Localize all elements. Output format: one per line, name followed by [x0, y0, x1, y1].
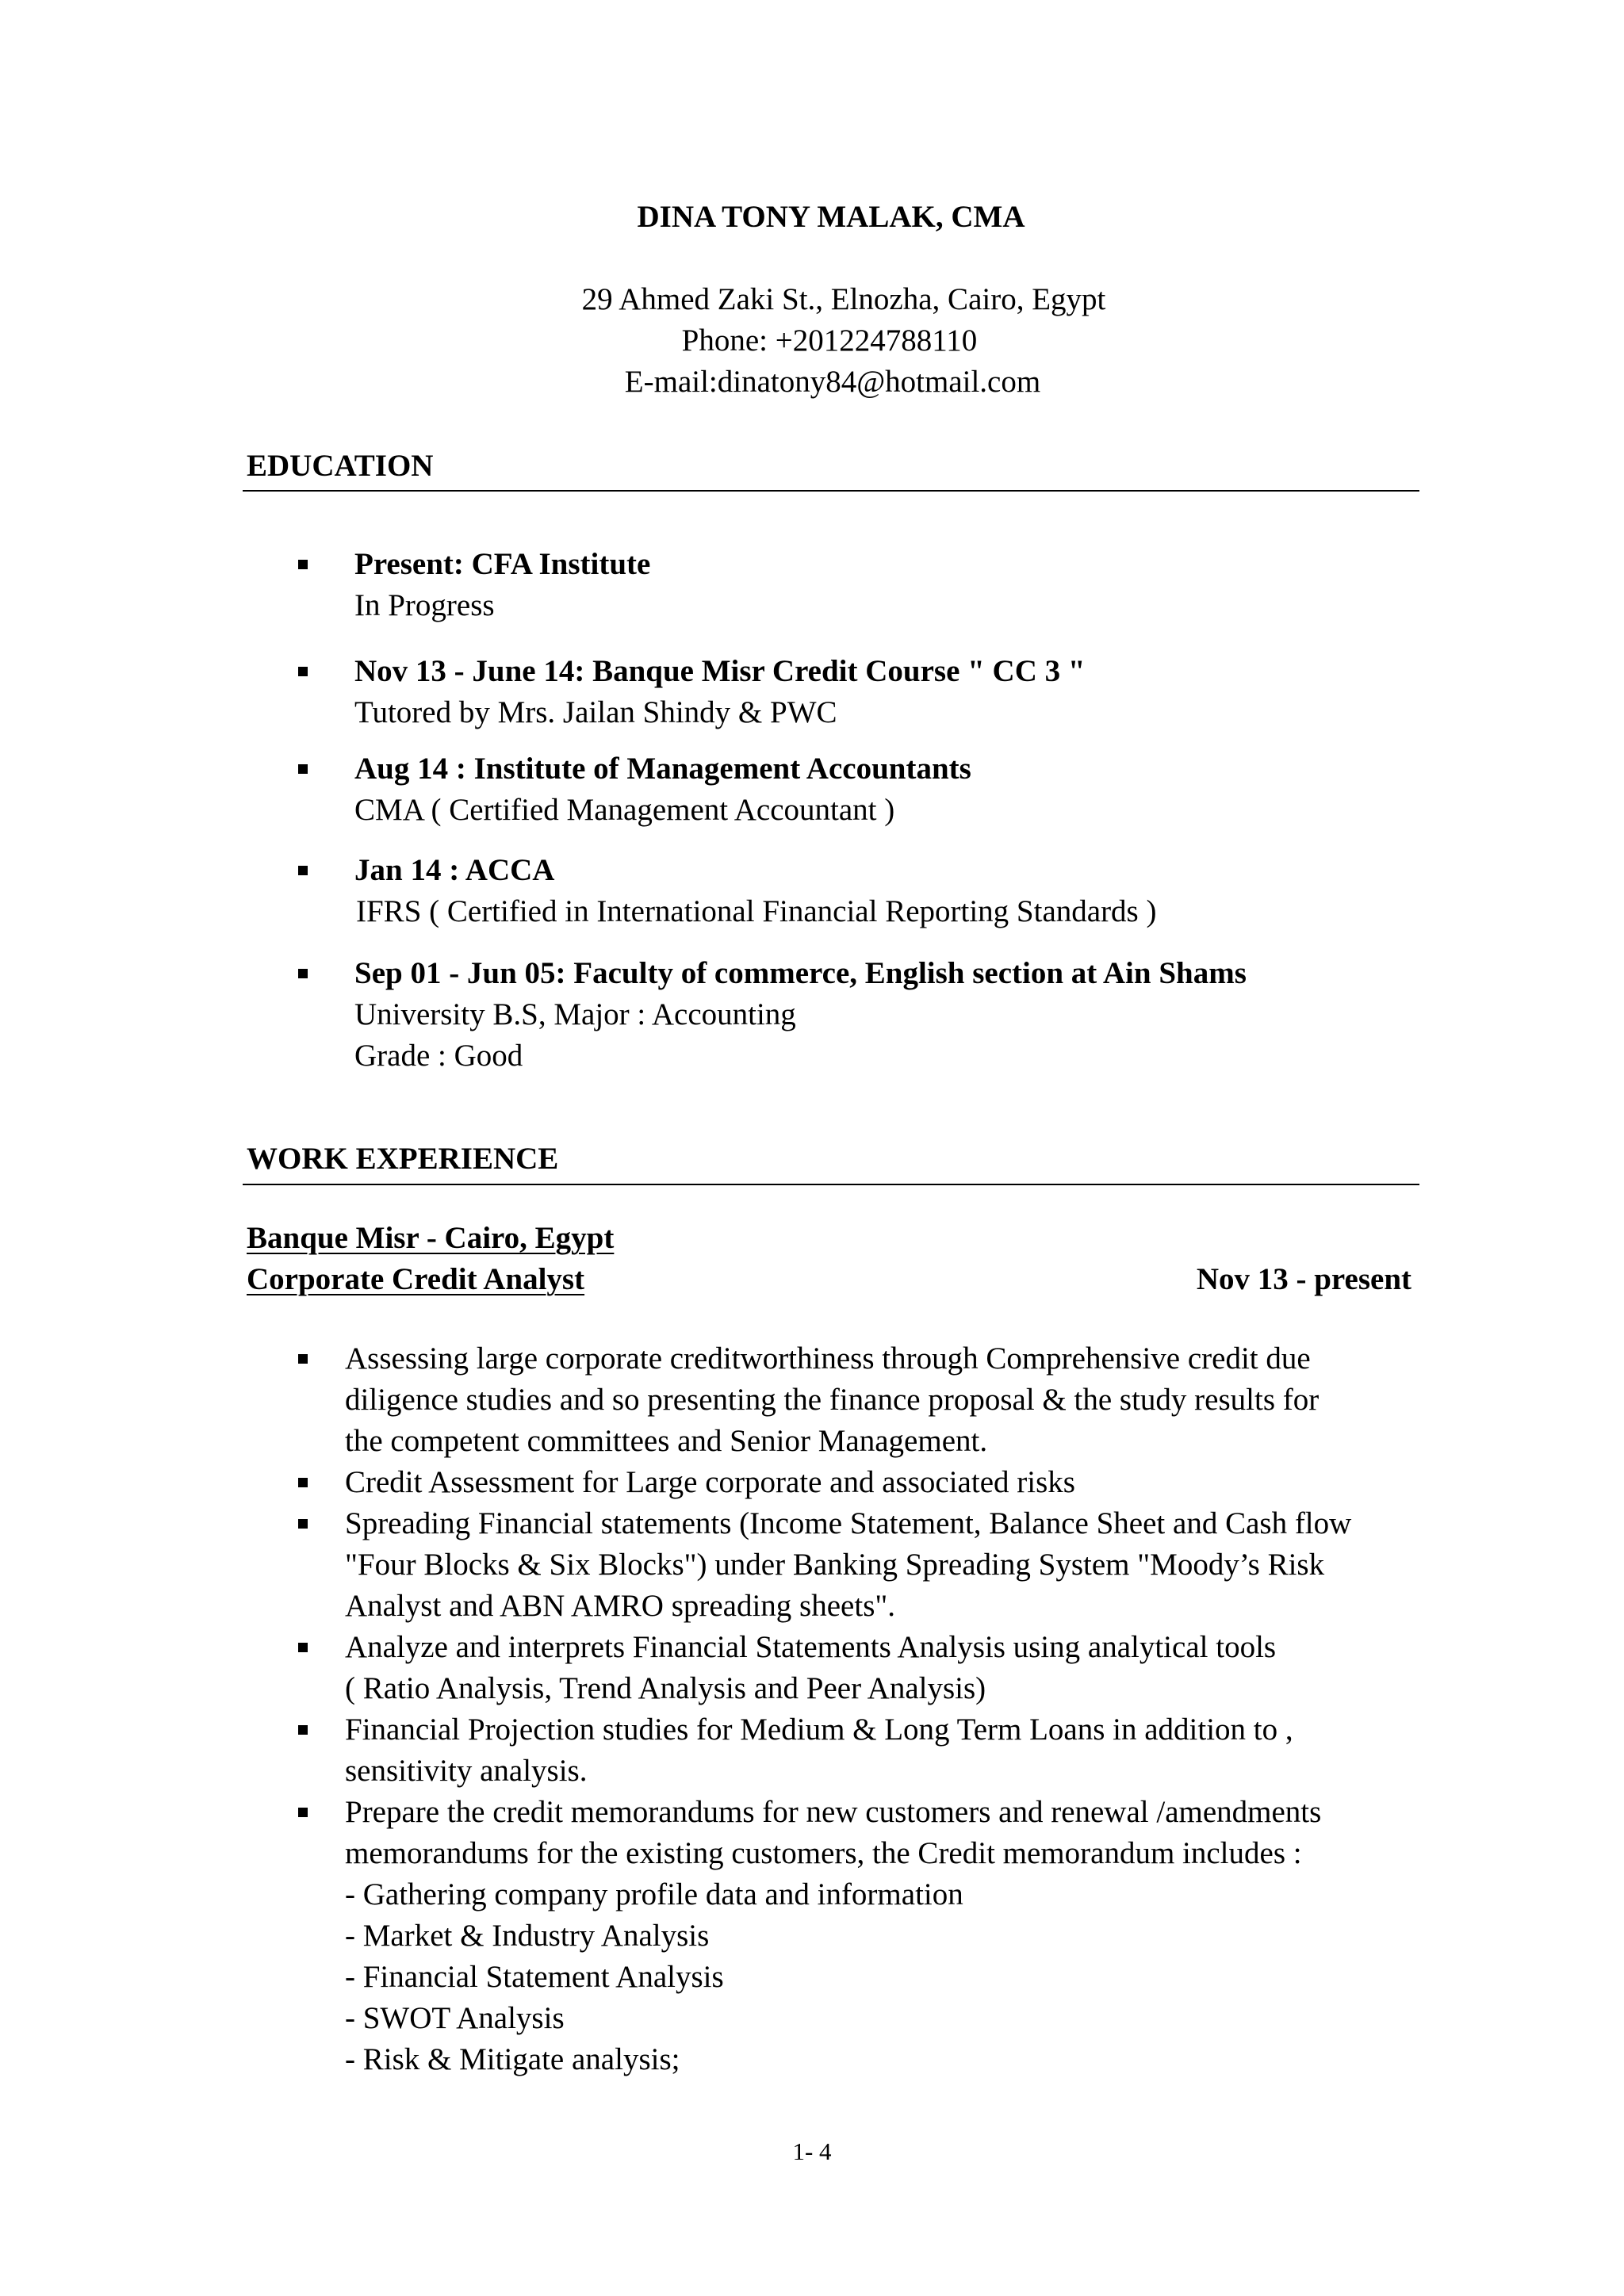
education-item-detail: University B.S, Major : Accounting — [354, 997, 796, 1031]
bullet-icon — [298, 1725, 308, 1735]
work-bullet-text: - SWOT Analysis — [345, 2001, 565, 2035]
work-bullet-text: Analyst and ABN AMRO spreading sheets". — [345, 1589, 896, 1623]
employer: Banque Misr - Cairo, Egypt — [247, 1221, 615, 1255]
education-item-detail: CMA ( Certified Management Accountant ) — [354, 793, 895, 827]
bullet-icon — [298, 866, 308, 875]
work-bullet-text: Financial Projection studies for Medium & Long Term Loans in addition to , — [345, 1712, 1293, 1747]
work-bullet-text: - Financial Statement Analysis — [345, 1960, 724, 1994]
candidate-name: DINA TONY MALAK, CMA — [637, 200, 1025, 234]
education-item-title: Aug 14 : Institute of Management Accountants — [354, 752, 971, 786]
work-divider — [243, 1184, 1419, 1185]
education-item-title: Present: CFA Institute — [354, 547, 651, 581]
bullet-icon — [298, 667, 308, 676]
bullet-icon — [298, 1519, 308, 1529]
work-heading: WORK EXPERIENCE — [247, 1142, 559, 1176]
bullet-icon — [298, 969, 308, 978]
job-period: Nov 13 - present — [1196, 1262, 1411, 1296]
work-bullet-text: - Risk & Mitigate analysis; — [345, 2042, 680, 2076]
education-item-detail: Grade : Good — [354, 1039, 523, 1073]
education-item-title: Jan 14 : ACCA — [354, 853, 555, 887]
phone: Phone: +201224788110 — [681, 323, 978, 358]
work-bullet-text: Prepare the credit memorandums for new customers and renewal /amendments — [345, 1795, 1322, 1829]
work-bullet-text: ( Ratio Analysis, Trend Analysis and Peer Analysis) — [345, 1671, 986, 1705]
bullet-icon — [298, 1808, 308, 1817]
job-title: Corporate Credit Analyst — [247, 1262, 585, 1296]
work-bullet-text: Spreading Financial statements (Income Statement, Balance Sheet and Cash flow — [345, 1506, 1352, 1540]
education-item-detail: IFRS ( Certified in International Financial Reporting Standards ) — [356, 894, 1157, 928]
work-bullet-text: Credit Assessment for Large corporate and associated risks — [345, 1465, 1075, 1499]
bullet-icon — [298, 1478, 308, 1487]
bullet-icon — [298, 560, 308, 569]
education-item-detail: Tutored by Mrs. Jailan Shindy & PWC — [354, 695, 837, 729]
work-bullet-text: diligence studies and so presenting the finance proposal & the study results for — [345, 1383, 1320, 1417]
education-heading: EDUCATION — [247, 449, 434, 483]
bullet-icon — [298, 1354, 308, 1364]
page-number: 1- 4 — [792, 2137, 832, 2165]
work-bullet-text: - Gathering company profile data and information — [345, 1877, 963, 1911]
work-bullet-text: the competent committees and Senior Management. — [345, 1424, 988, 1458]
work-bullet-text: memorandums for the existing customers, the Credit memorandum includes : — [345, 1836, 1302, 1870]
email: E-mail:dinatony84@hotmail.com — [624, 365, 1041, 399]
work-bullet-text: "Four Blocks & Six Blocks") under Banking Spreading System "Moody’s Risk — [345, 1548, 1325, 1582]
education-divider — [243, 490, 1419, 492]
education-item-title: Nov 13 - June 14: Banque Misr Credit Course " CC 3 " — [354, 654, 1086, 688]
bullet-icon — [298, 1643, 308, 1652]
education-item-title: Sep 01 - Jun 05: Faculty of commerce, English section at Ain Shams — [354, 956, 1247, 990]
education-item-detail: In Progress — [354, 588, 495, 622]
work-bullet-text: Assessing large corporate creditworthiness through Comprehensive credit due — [345, 1341, 1311, 1376]
bullet-icon — [298, 764, 308, 774]
work-bullet-text: sensitivity analysis. — [345, 1754, 588, 1788]
work-bullet-text: - Market & Industry Analysis — [345, 1919, 710, 1953]
address: 29 Ahmed Zaki St., Elnozha, Cairo, Egypt — [581, 282, 1106, 316]
work-bullet-text: Analyze and interprets Financial Statements Analysis using analytical tools — [345, 1630, 1277, 1664]
